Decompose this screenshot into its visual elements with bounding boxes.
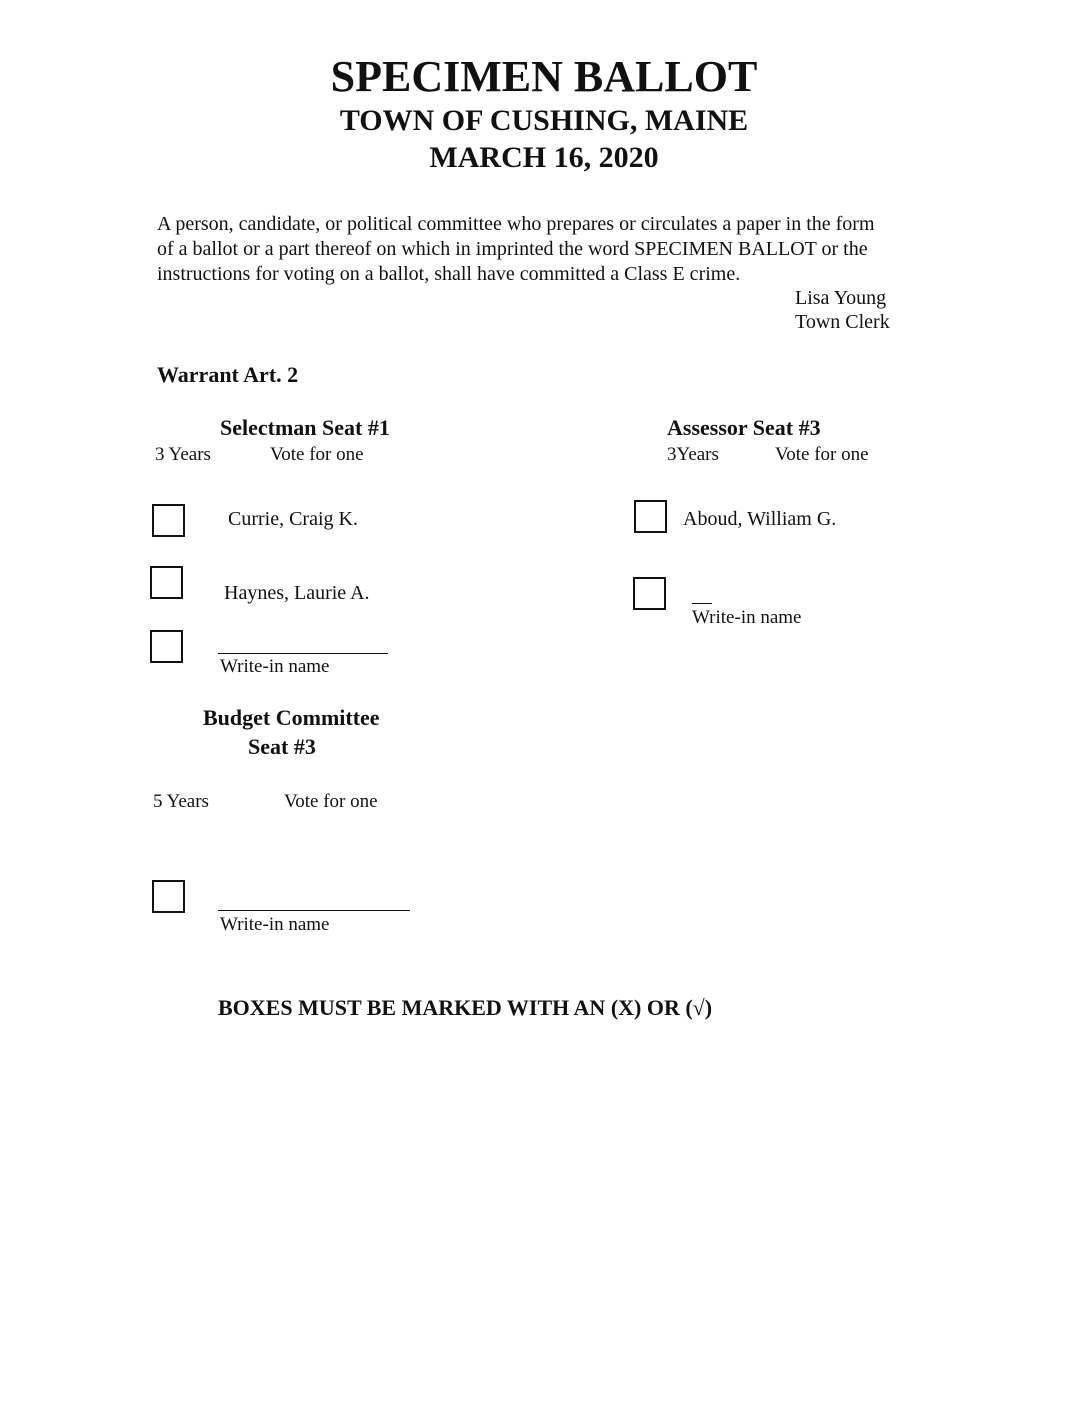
checkbox-currie[interactable]: [152, 504, 185, 537]
checkbox-selectman-write-in[interactable]: [150, 630, 183, 663]
budget-seat: Seat #3: [248, 734, 316, 759]
candidate-name: Haynes, Laurie A.: [224, 582, 370, 604]
assessor-title: Assessor Seat #3: [667, 415, 821, 440]
assessor-vote: Vote for one: [775, 444, 869, 465]
candidate-name: Currie, Craig K.: [228, 508, 358, 530]
warrant-heading: Warrant Art. 2: [157, 362, 299, 387]
assessor-term: 3Years: [667, 444, 719, 465]
election-date: MARCH 16, 2020: [429, 141, 659, 174]
checkbox-haynes[interactable]: [150, 566, 183, 599]
ballot-title: SPECIMEN BALLOT: [330, 52, 758, 101]
write-in-label: Write-in name: [220, 656, 330, 677]
candidate-name: Aboud, William G.: [683, 508, 837, 530]
budget-term: 5 Years: [153, 791, 209, 812]
notice-line: A person, candidate, or political committee who prepares or circulates a paper in the form: [157, 213, 875, 235]
checkbox-assessor-write-in[interactable]: [633, 577, 666, 610]
write-in-line[interactable]: [218, 653, 388, 654]
budget-vote: Vote for one: [284, 791, 378, 812]
selectman-vote: Vote for one: [270, 444, 364, 465]
checkbox-aboud[interactable]: [634, 500, 667, 533]
selectman-title: Selectman Seat #1: [220, 415, 390, 440]
signer-title: Town Clerk: [795, 311, 890, 333]
signer-name: Lisa Young: [795, 287, 887, 309]
checkbox-budget-write-in[interactable]: [152, 880, 185, 913]
town-name: TOWN OF CUSHING, MAINE: [339, 104, 749, 137]
write-in-label: Write-in name: [692, 607, 802, 628]
write-in-line[interactable]: [218, 910, 410, 911]
notice-line: of a ballot or a part thereof on which in imprinted the word SPECIMEN BALLOT or the: [157, 238, 868, 260]
notice-line: instructions for voting on a ballot, shall have committed a Class E crime.: [157, 263, 741, 285]
marking-instructions: BOXES MUST BE MARKED WITH AN (X) OR (√): [218, 995, 713, 1020]
budget-title: Budget Committee: [203, 705, 380, 730]
write-in-line[interactable]: [692, 603, 712, 604]
selectman-term: 3 Years: [155, 444, 211, 465]
write-in-label: Write-in name: [220, 914, 330, 935]
